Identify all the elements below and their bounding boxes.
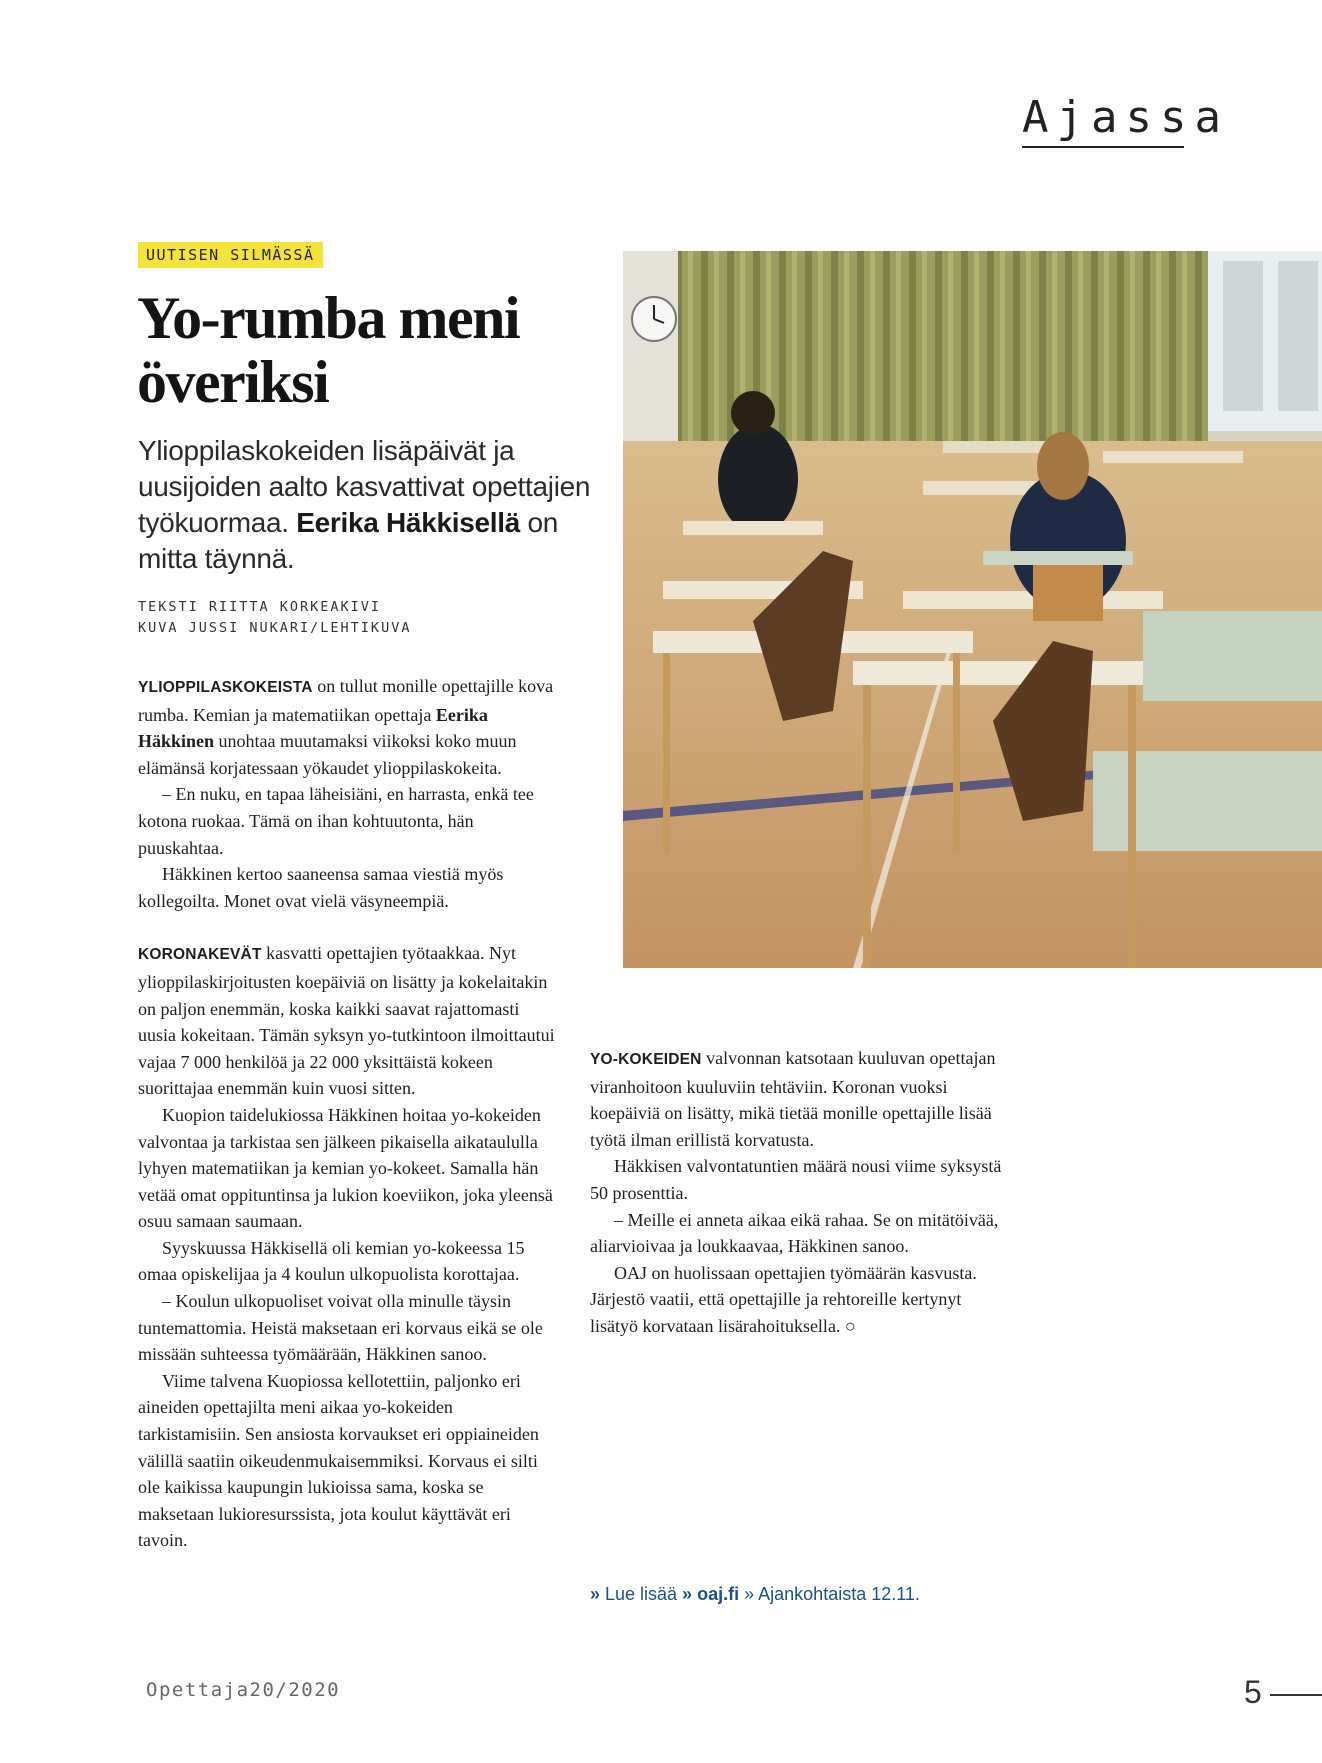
read-more-site: oaj.fi bbox=[697, 1584, 740, 1604]
paragraph-lead-in: KORONAKEVÄT bbox=[138, 946, 262, 964]
body-paragraph bbox=[138, 940, 558, 1102]
read-more-label: Lue lisää bbox=[605, 1584, 678, 1604]
article-photo bbox=[623, 251, 1322, 968]
body-paragraph bbox=[138, 673, 558, 781]
lead-name: Eerika Häkkisellä bbox=[296, 507, 521, 538]
body-text: kasvatti opettajien työtaakkaa. Nyt ylioppilaskirjoitusten koepäiviä on lisätty ja kokelaitakin on paljon enemmän, koska kaikki saavat rajattomasti uusia kokeitaan. Tämän syksyn yo-tutkintoon ilmoittautui vajaa 7 000 henkilöä ja 22 000 yksittäistä kokeen suorittajaa enemmän kuin vuosi sitten. bbox=[138, 943, 555, 1099]
body-text: valvonnan katsotaan kuuluvan opettajan viranhoitoon kuuluviin tehtäviin. Koronan vuoksi koepäiviä on lisätty, mikä tietää monille opettajille lisää työtä ilman erillistä korvatusta. bbox=[590, 1048, 996, 1150]
lead-text-end: on mitta täynnä. bbox=[138, 507, 559, 574]
chevron-icon: » bbox=[590, 1584, 606, 1604]
read-more-link[interactable] bbox=[590, 1584, 920, 1605]
exam-hall-photo bbox=[623, 251, 1322, 968]
body-paragraph: Häkkisen valvontatuntien määrä nousi viime syksystä 50 prosenttia. bbox=[590, 1156, 1002, 1203]
byline-text: TEKSTI RIITTA KORKEAKIVI bbox=[138, 599, 382, 615]
page-number: 5 bbox=[1244, 1674, 1262, 1710]
byline bbox=[138, 597, 411, 639]
body-paragraph bbox=[590, 1045, 1010, 1153]
magazine-issue: Opettaja20/2020 bbox=[146, 1679, 341, 1701]
body-paragraph: Viime talvena Kuopiossa kellotettiin, paljonko eri aineiden opettajilta meni aikaa yo-kokeiden tarkistamisiin. Sen ansiosta korvaukset eri oppiaineiden välillä saatiin oikeudenmukaisemmiksi. Korvaus ei silti ole kaikissa kaupungin lukioissa sama, koska se maksetaan lukioresurssista, jota koulut käyttävät eri tavoin. bbox=[138, 1370, 539, 1551]
body-paragraph: – Meille ei anneta aikaa eikä rahaa. Se on mitätöivää, aliarvioivaa ja loukkaavaa, Häkkinen sanoo. bbox=[590, 1209, 999, 1257]
page-number-rule bbox=[1270, 1694, 1322, 1696]
body-paragraph: – Koulun ulkopuoliset voivat olla minulle täysin tuntemattomia. Heistä maksetaan eri korvaus eikä se ole missään suhteessa työmäärään, Häkkinen sanoo. bbox=[138, 1291, 543, 1365]
lead-text: Ylioppilaskokeiden lisäpäivät ja uusijoiden aalto kasvattivat opettajien työkuormaa. bbox=[138, 435, 591, 538]
headline-line-1: Yo-rumba meni bbox=[137, 285, 520, 351]
person-name: Eerika Häkkinen bbox=[138, 704, 488, 752]
paragraph-lead-in: YO-KOKEIDEN bbox=[590, 1051, 702, 1068]
body-paragraph: Häkkinen kertoo saaneensa samaa viestiä myös kollegoilta. Monet ovat vielä väsyneempiä. bbox=[138, 864, 504, 911]
paragraph-lead-in: YLIOPPILASKOKEISTA bbox=[138, 679, 313, 696]
body-column-1 bbox=[138, 673, 558, 1554]
read-more-section: Ajankohtaista 12.11. bbox=[758, 1584, 920, 1604]
body-column-2 bbox=[590, 1045, 1010, 1340]
body-paragraph: – En nuku, en tapaa läheisiäni, en harrasta, enkä tee kotona ruokaa. Tämä on ihan kohtuutonta, hän puuskahtaa. bbox=[138, 784, 534, 858]
chevron-icon: » bbox=[677, 1584, 698, 1604]
headline-line-2: överiksi bbox=[137, 349, 329, 415]
body-text: unohtaa muutamaksi viikoksi koko muun elämänsä korjatessaan yökaudet ylioppilaskokeita. bbox=[138, 731, 517, 778]
body-paragraph: OAJ on huolissaan opettajien työmäärän kasvusta. Järjestö vaatii, että opettajille ja rehtoreille kertynyt lisätyö korvataan lisärahoituksella. ○ bbox=[590, 1262, 977, 1336]
section-title: Ajassa bbox=[1022, 92, 1229, 143]
chevron-icon: » bbox=[739, 1584, 759, 1604]
body-text: on tullut monille opettajille kova rumba. Kemian ja matematiikan opettaja bbox=[138, 676, 554, 725]
lead-paragraph bbox=[138, 433, 608, 577]
body-paragraph: Syyskuussa Häkkisellä oli kemian yo-kokeessa 15 omaa opiskelijaa ja 4 koulun ulkopuolista korottajaa. bbox=[138, 1237, 525, 1285]
byline-photo: KUVA JUSSI NUKARI/LEHTIKUVA bbox=[138, 620, 412, 636]
body-paragraph: Kuopion taidelukiossa Häkkinen hoitaa yo-kokeiden valvontaa ja tarkistaa sen jälkeen pikaisella aikataululla lyhyen matematiikan ja kemian yo-kokeet. Samalla hän vetää omat oppituntinsa ja lukion koeviikon, joka yleensä osuu samaan saumaan. bbox=[138, 1104, 553, 1232]
section-underline bbox=[1022, 146, 1184, 148]
kicker-badge: UUTISEN SILMÄSSÄ bbox=[138, 242, 323, 268]
headline bbox=[137, 286, 617, 414]
